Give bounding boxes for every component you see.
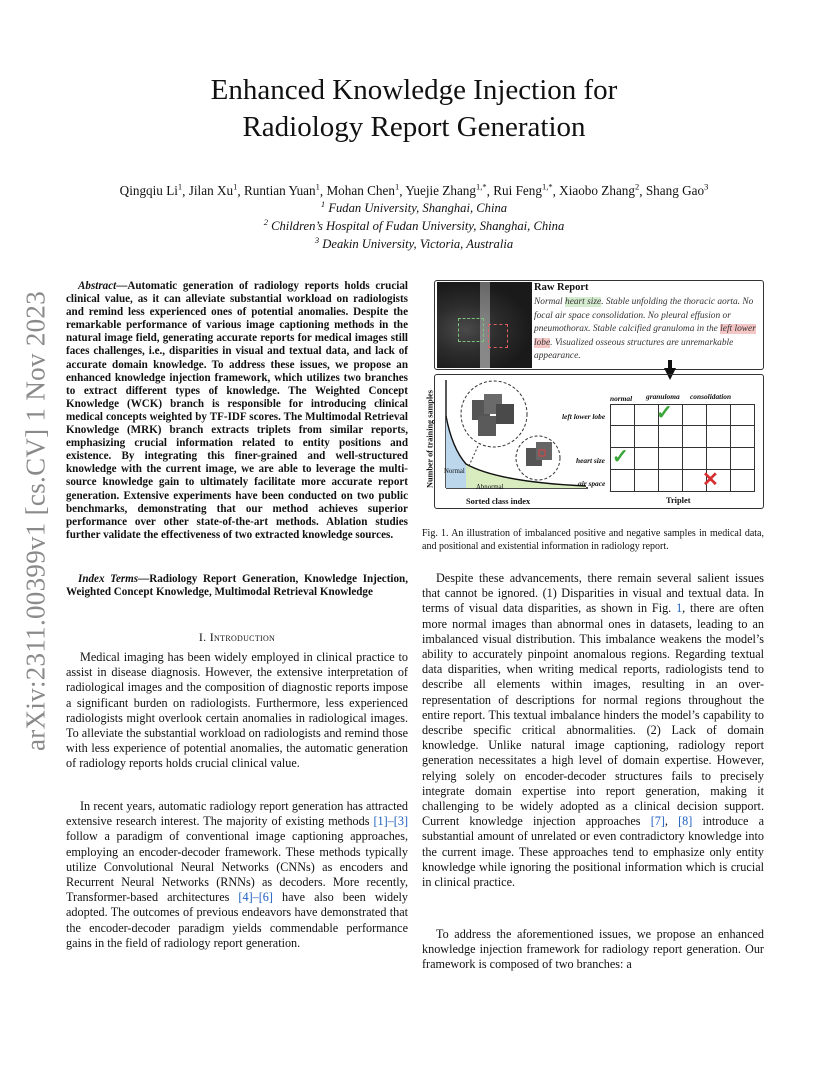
column-granuloma: granuloma (646, 392, 680, 401)
raw-report-text: Normal heart size. Stable unfolding the thoracic aorta. No focal air space consolidation. No pleural effusion or pneumothorax. Stable calcified granuloma in the left lower lobe. Visualized osseous structures are unremarkable appearance. (534, 297, 756, 361)
citation-link[interactable]: [1]–[3] (373, 814, 408, 829)
row-air-space: air space (578, 479, 606, 488)
citation-link[interactable]: [8] (678, 814, 693, 829)
affiliation: $^1$ Fudan University, Shanghai, China (320, 199, 508, 216)
index-terms (66, 573, 408, 599)
author-list: Qingqiu Li$^1$, Jilan Xu$^1$, Runtian Yuan$^1$, Mohan Chen$^1$, Yuejie Zhang$^{1,*}$, Rui Feng$^{1,*}$, Xiaobo Zhang$^2$, Shang Gao$^3$ (119, 182, 709, 199)
author: Runtian Yuan$^1$ (243, 182, 320, 199)
abstract (66, 280, 408, 542)
figure-link[interactable]: 1 (676, 601, 683, 616)
intro-paragraph-1: Medical imaging has been widely employed in clinical practice to assist in disease diagnosis. However, the extensive interpretation of radiological images and the composition of diagnostic reports impose a significant burden on radiologists. Furthermore, less experienced radiologists might overlook certain anomalies in radiological images. To alleviate the substantial workload on radiologists and remind those with less experience of potential anomalies, the automatic generation of radiology reports holds crucial clinical value. (66, 650, 408, 771)
index-terms-label: Index Terms (78, 573, 139, 585)
arxiv-stamp: arXiv:2311.00399v1 [cs.CV] 1 Nov 2023 (20, 290, 51, 752)
author: Shang Gao$^3$ (645, 182, 709, 199)
check-icon: ✓ (612, 446, 629, 468)
abnormal-label: Abnormal (476, 484, 504, 491)
section-heading: I. Introduction (198, 630, 276, 644)
arrow-shaft (668, 360, 672, 370)
lesion-region-box (488, 324, 508, 348)
author: Jilan Xu$^1$ (188, 182, 238, 199)
xray-thumbnail (536, 442, 552, 460)
affiliation: $^3$ Deakin University, Victoria, Australia (314, 235, 514, 252)
triplet-label: Triplet (666, 496, 691, 505)
abstract-text: —Automatic generation of radiology reports holds crucial clinical value, as it can alleviate substantial workload on radiologists and remind less experienced ones of potential anomalies. Despite the remarkable performance of various image captioning methods in the natural image field, generating accurate reports for medical images still faces challenges, i.e., disparities in visual and textual data, and lack of accurate domain knowledge. To address these issues, we propose an enhanced knowledge injection framework, which utilizes two branches to extract different types of knowledge. The Weighted Concept Knowledge (WCK) branch is responsible for introducing clinical medical concepts weighted by TF-IDF scores. The Multimodal Retrieval Knowledge (MRK) branch extracts triplets from similar reports, emphasizing crucial information related to entity positions and existence. By integrating this finer-grained and well-structured knowledge with the current image, we are able to leverage the multi-source knowledge gain to ultimately facilitate more accurate report generation. Extensive experiments have been conducted on two public benchmarks, demonstrating that our method achieves superior performance over other state-of-the-art methods. Ablation studies further validate the effectiveness of two extracted knowledge sources. (66, 280, 408, 541)
title-line-2: Radiology Report Generation (242, 111, 586, 143)
cross-icon: ✕ (702, 469, 719, 491)
citation-link[interactable]: [7] (650, 814, 665, 829)
xray-thumbnail (478, 416, 496, 436)
author: Rui Feng$^{1,*}$ (493, 182, 553, 199)
normal-label: Normal (444, 468, 465, 475)
right-paragraph-2: To address the aforementioned issues, we propose an enhanced knowledge injection framework for radiology report generation. Our framework is composed of two branches: a (422, 927, 764, 972)
row-left-lower-lobe: left lower lobe (562, 412, 606, 421)
column-normal: normal (610, 394, 633, 403)
abstract-label: Abstract (78, 280, 117, 292)
right-paragraph-1: Despite these advancements, there remain several salient issues that cannot be ignored. (1) Disparities in visual and textual data. In terms of visual data disparities, as shown in Fig. 1, there are often more normal images than abnormal ones in datasets, leading to an imbalanced visual distribution. This imbalance weakens the model’s ability to accurately pinpoint anomalous regions. Regarding textual data disparities, when writing medical reports, radiologists tend to describe all elements within images, resulting in an over-representation of descriptions for normal regions throughout the entire report. This textual imbalance hinders the model’s capability to describe specific critical abnormalities. (2) Lack of domain knowledge. Unlike natural image captioning, radiology report generation necessitates a high level of domain expertise. However, relying solely on encoder-decoder structures fails to precisely integrate domain expertise into report generation, making it challenging to be widely adopted as a clinical decision support. Current knowledge injection approaches [7], [8] introduce a substantial amount of unrelated or even contradictory knowledge into the current image. These approaches tend to emphasize only entity knowledge while ignoring the positional information which is crucial in clinical practice. (422, 571, 765, 890)
author: Xiaobo Zhang$^2$ (559, 182, 640, 199)
leader-line (468, 446, 478, 468)
paper-title (0, 72, 828, 146)
triplet-grid (610, 404, 760, 492)
long-tail-chart (438, 376, 598, 506)
column-consolidation: consolidation (690, 392, 732, 401)
y-axis-title: Number of training samples (425, 390, 435, 488)
raw-report-title: Raw Report (534, 282, 589, 293)
row-heart-size: heart size (576, 456, 605, 465)
author: Mohan Chen$^1$ (326, 182, 400, 199)
citation-link[interactable]: [4]–[6] (238, 890, 273, 905)
author: Qingqiu Li$^1$ (119, 182, 183, 199)
figure-caption: Fig. 1. An illustration of imbalanced positive and negative samples in medical data, and positional and existential information in radiology report. (422, 528, 764, 552)
x-axis-title: Sorted class index (466, 497, 531, 506)
check-icon: ✓ (656, 402, 673, 424)
heart-region-box (458, 318, 484, 342)
index-terms-text: —Radiology Report Generation, Knowledge Injection, Weighted Concept Knowledge, Multimodal Retrieval Knowledge (66, 573, 408, 599)
affiliation: $^2$ Children’s Hospital of Fudan University, Shanghai, China (263, 217, 565, 234)
author: Yuejie Zhang$^{1,*}$ (405, 182, 487, 199)
xray-thumbnail (496, 404, 514, 424)
intro-paragraph-2: In recent years, automatic radiology report generation has attracted extensive research interest. The majority of existing methods [1]–[3] follow a paradigm of conventional image captioning approaches, employing an encoder-decoder framework. These methods typically utilize Convolutional Neural Networks (CNNs) as encoders and Recurrent Neural Networks (RNNs) as decoders. More recently, Transformer-based architectures [4]–[6] have also been widely adopted. The outcomes of previous endeavors have demonstrated that the encoder-decoder paradigm yields commendable performance gains in the field of radiology report generation. (66, 799, 408, 950)
title-line-1: Enhanced Knowledge Injection for (210, 74, 618, 106)
